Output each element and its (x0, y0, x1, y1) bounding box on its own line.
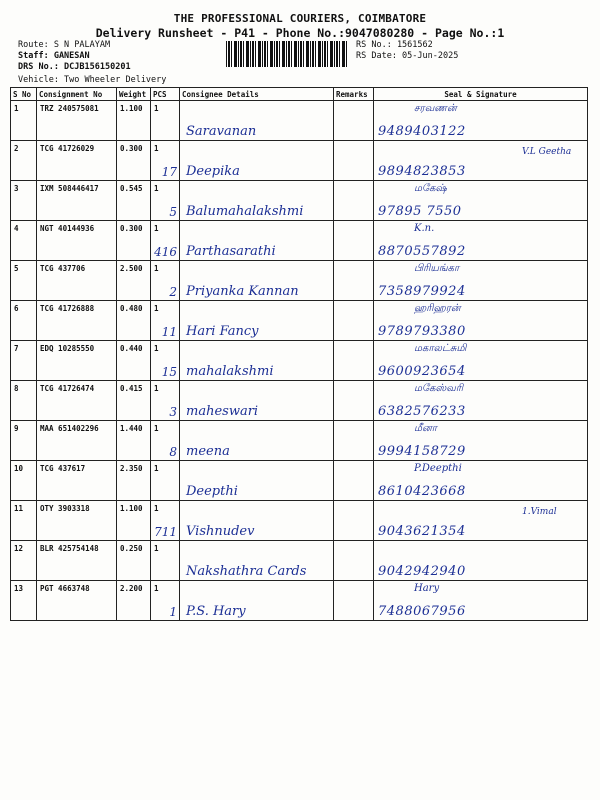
consignment-cell (37, 301, 117, 341)
remarks-cell (334, 381, 374, 421)
col-header-pcs: PCS (151, 88, 180, 101)
pcs-cell (151, 261, 180, 301)
handwritten-consignee-name: Nakshathra Cards (186, 564, 307, 579)
handwritten-phone-number: 9600923654 (378, 364, 466, 379)
remarks-cell (334, 221, 374, 261)
weight-value: 2.500 (120, 264, 143, 273)
weight-value: 2.350 (120, 464, 143, 473)
pcs-value: 1 (154, 464, 159, 473)
route-text: Route: S N PALAYAM (18, 40, 111, 50)
pcs-value: 1 (154, 544, 159, 553)
weight-cell (117, 541, 151, 581)
sno-cell (11, 141, 37, 181)
signature-cell (374, 101, 588, 141)
sno-text: 5 (14, 264, 19, 273)
rs-date: RS Date: 05-Jun-2025 (356, 51, 459, 61)
table-row (11, 581, 588, 621)
sno-text: 13 (14, 584, 24, 593)
signature-cell (374, 461, 588, 501)
handwritten-signature: ஹரிஹரன் (414, 303, 461, 314)
table-row (11, 261, 588, 301)
weight-value: 0.545 (120, 184, 143, 193)
pcs-cell (151, 461, 180, 501)
pcs-cell (151, 501, 180, 541)
consignee-cell (180, 541, 334, 581)
weight-value: 2.200 (120, 584, 143, 593)
col-header-consignment: Consignment No (37, 88, 117, 101)
handwritten-phone-number: 9489403122 (378, 124, 466, 139)
table-row (11, 461, 588, 501)
handwritten-signature: Hary (414, 583, 440, 594)
handwritten-phone-number: 6382576233 (378, 404, 466, 419)
sno-cell (11, 501, 37, 541)
consignee-cell (180, 421, 334, 461)
sno-cell (11, 541, 37, 581)
table-row (11, 541, 588, 581)
sno-text: 7 (14, 344, 19, 353)
handwritten-signature: சரவணன் (414, 103, 457, 114)
signature-cell (374, 221, 588, 261)
sno-text: 2 (14, 144, 19, 153)
pcs-value: 1 (154, 184, 159, 193)
weight-cell (117, 461, 151, 501)
signature-cell (374, 541, 588, 581)
weight-cell (117, 261, 151, 301)
sno-text: 12 (14, 544, 24, 553)
consignment-number: TCG 41726029 (40, 144, 95, 153)
consignment-number: TCG 437617 (40, 464, 86, 473)
weight-value: 1.100 (120, 104, 143, 113)
table-row (11, 381, 588, 421)
consignment-number: TCG 437706 (40, 264, 86, 273)
pcs-cell (151, 421, 180, 461)
consignment-cell (37, 541, 117, 581)
table-row (11, 501, 588, 541)
pcs-cell (151, 581, 180, 621)
pcs-value: 1 (154, 504, 159, 513)
consignment-cell (37, 141, 117, 181)
consignment-cell (37, 581, 117, 621)
handwritten-consignee-name: mahalakshmi (186, 364, 274, 379)
handwritten-phone-number: 7488067956 (378, 604, 466, 619)
handwritten-door-number: 416 (154, 245, 177, 259)
weight-cell (117, 301, 151, 341)
weight-value: 0.250 (120, 544, 143, 553)
handwritten-signature: பிரியங்கா (414, 263, 460, 274)
handwritten-phone-number: 8610423668 (378, 484, 466, 499)
table-row (11, 181, 588, 221)
table-row (11, 141, 588, 181)
signature-cell (374, 261, 588, 301)
pcs-value: 1 (154, 144, 159, 153)
weight-cell (117, 221, 151, 261)
handwritten-signature: K.n. (414, 223, 435, 234)
sno-text: 9 (14, 424, 19, 433)
handwritten-door-number: 8 (169, 445, 177, 459)
sno-cell (11, 301, 37, 341)
runsheet-title: Delivery Runsheet - P41 - Phone No.:9047080280 - Page No.:1 (95, 26, 505, 40)
consignment-cell (37, 341, 117, 381)
consignment-number: TRZ 240575081 (40, 104, 99, 113)
signature-cell (374, 581, 588, 621)
handwritten-signature: மீனா (414, 423, 437, 434)
handwritten-phone-number: 9894823853 (378, 164, 466, 179)
sno-text: 1 (14, 104, 19, 113)
weight-value: 0.300 (120, 224, 143, 233)
signature-cell (374, 181, 588, 221)
handwritten-consignee-name: Hari Fancy (186, 324, 259, 339)
runsheet-meta-left (18, 40, 131, 73)
pcs-cell (151, 141, 180, 181)
runsheet-table (10, 87, 588, 621)
signature-cell (374, 141, 588, 181)
consignment-number: BLR 425754148 (40, 544, 99, 553)
consignment-cell (37, 421, 117, 461)
handwritten-phone-number: 97895 7550 (378, 204, 462, 219)
consignee-cell (180, 101, 334, 141)
remarks-cell (334, 461, 374, 501)
remarks-cell (334, 581, 374, 621)
handwritten-phone-number: 9994158729 (378, 444, 466, 459)
col-header-consignee: Consignee Details (180, 88, 334, 101)
pcs-cell (151, 381, 180, 421)
consignment-cell (37, 501, 117, 541)
col-header-sno: S No (11, 88, 37, 101)
signature-cell (374, 421, 588, 461)
handwritten-door-number: 17 (161, 165, 177, 179)
weight-cell (117, 421, 151, 461)
pcs-value: 1 (154, 104, 159, 113)
handwritten-phone-number: 8870557892 (378, 244, 466, 259)
drs-number: DRS No.: DCJB156150201 (18, 62, 131, 72)
handwritten-consignee-name: Saravanan (186, 124, 257, 139)
sno-cell (11, 181, 37, 221)
handwritten-consignee-name: Vishnudev (186, 524, 255, 539)
handwritten-consignee-name: P.S. Hary (186, 604, 246, 619)
table-row (11, 301, 588, 341)
handwritten-phone-number: 9789793380 (378, 324, 466, 339)
sno-cell (11, 461, 37, 501)
remarks-cell (334, 261, 374, 301)
pcs-value: 1 (154, 224, 159, 233)
consignment-number: TCG 41726888 (40, 304, 95, 313)
consignment-number: EDQ 10285550 (40, 344, 95, 353)
weight-value: 0.415 (120, 384, 143, 393)
sno-cell (11, 581, 37, 621)
remarks-cell (334, 341, 374, 381)
handwritten-extra-note: 1.Vimal (522, 507, 557, 517)
company-name: THE PROFESSIONAL COURIERS, COIMBATORE (173, 12, 427, 25)
barcode (226, 41, 348, 67)
handwritten-consignee-name: Priyanka Kannan (186, 284, 299, 299)
remarks-cell (334, 501, 374, 541)
sno-cell (11, 381, 37, 421)
handwritten-extra-note: V.L Geetha (522, 147, 572, 157)
vehicle-text: Vehicle: Two Wheeler Delivery (18, 75, 167, 85)
handwritten-door-number: 1 (169, 605, 177, 619)
consignment-number: IXM 508446417 (40, 184, 99, 193)
handwritten-door-number: 5 (169, 205, 177, 219)
consignee-cell (180, 261, 334, 301)
remarks-cell (334, 101, 374, 141)
consignment-cell (37, 181, 117, 221)
consignment-number: OTY 3903318 (40, 504, 90, 513)
consignee-cell (180, 581, 334, 621)
pcs-cell (151, 541, 180, 581)
pcs-cell (151, 341, 180, 381)
sno-text: 10 (14, 464, 24, 473)
pcs-cell (151, 101, 180, 141)
handwritten-door-number: 3 (169, 405, 177, 419)
handwritten-phone-number: 7358979924 (378, 284, 466, 299)
weight-cell (117, 101, 151, 141)
pcs-value: 1 (154, 344, 159, 353)
weight-cell (117, 341, 151, 381)
col-header-weight: Weight (117, 88, 151, 101)
remarks-cell (334, 541, 374, 581)
handwritten-signature: மகேஷ் (414, 183, 447, 194)
col-header-remarks: Remarks (334, 88, 374, 101)
sno-cell (11, 101, 37, 141)
consignment-cell (37, 261, 117, 301)
sno-text: 3 (14, 184, 19, 193)
weight-value: 0.480 (120, 304, 143, 313)
handwritten-door-number: 11 (161, 325, 177, 339)
pcs-value: 1 (154, 264, 159, 273)
col-header-seal: Seal & Signature (374, 88, 588, 101)
consignee-cell (180, 501, 334, 541)
handwritten-consignee-name: Deepika (186, 164, 240, 179)
remarks-cell (334, 421, 374, 461)
weight-cell (117, 181, 151, 221)
handwritten-signature: மகாலட்சுமி (414, 343, 467, 354)
remarks-cell (334, 181, 374, 221)
consignment-cell (37, 381, 117, 421)
pcs-value: 1 (154, 424, 159, 433)
consignee-cell (180, 381, 334, 421)
remarks-cell (334, 301, 374, 341)
pcs-value: 1 (154, 304, 159, 313)
handwritten-consignee-name: Balumahalakshmi (186, 204, 304, 219)
handwritten-door-number: 711 (154, 525, 177, 539)
handwritten-consignee-name: meena (186, 444, 230, 459)
table-row (11, 341, 588, 381)
runsheet-meta-right (356, 40, 458, 62)
weight-cell (117, 381, 151, 421)
weight-value: 0.440 (120, 344, 143, 353)
consignment-cell (37, 221, 117, 261)
signature-cell (374, 301, 588, 341)
table-row (11, 421, 588, 461)
handwritten-phone-number: 9043621354 (378, 524, 466, 539)
pcs-cell (151, 301, 180, 341)
sno-text: 8 (14, 384, 19, 393)
consignment-number: PGT 4663748 (40, 584, 90, 593)
remarks-cell (334, 141, 374, 181)
consignment-cell (37, 461, 117, 501)
sno-text: 6 (14, 304, 19, 313)
pcs-value: 1 (154, 584, 159, 593)
consignee-cell (180, 221, 334, 261)
signature-cell (374, 381, 588, 421)
weight-value: 1.100 (120, 504, 143, 513)
consignment-number: NGT 40144936 (40, 224, 95, 233)
handwritten-door-number: 2 (169, 285, 177, 299)
table-header-row (11, 88, 588, 101)
handwritten-phone-number: 9042942940 (378, 564, 466, 579)
handwritten-consignee-name: Deepthi (186, 484, 238, 499)
handwritten-consignee-name: maheswari (186, 404, 259, 419)
pcs-cell (151, 221, 180, 261)
handwritten-door-number: 15 (161, 365, 177, 379)
handwritten-consignee-name: Parthasarathi (186, 244, 276, 259)
handwritten-signature: மகேஸ்வரி (414, 383, 464, 394)
consignee-cell (180, 461, 334, 501)
weight-cell (117, 581, 151, 621)
consignment-cell (37, 101, 117, 141)
rs-number: RS No.: 1561562 (356, 40, 433, 50)
signature-cell (374, 501, 588, 541)
consignee-cell (180, 141, 334, 181)
sno-cell (11, 421, 37, 461)
consignment-number: TCG 41726474 (40, 384, 95, 393)
pcs-cell (151, 181, 180, 221)
weight-value: 0.300 (120, 144, 143, 153)
weight-value: 1.440 (120, 424, 143, 433)
sno-text: 11 (14, 504, 24, 513)
consignment-number: MAA 651402296 (40, 424, 99, 433)
staff-text: Staff: GANESAN (18, 51, 90, 61)
weight-cell (117, 501, 151, 541)
pcs-value: 1 (154, 384, 159, 393)
sno-cell (11, 341, 37, 381)
handwritten-signature: P.Deepthi (414, 463, 462, 474)
weight-cell (117, 141, 151, 181)
consignee-cell (180, 341, 334, 381)
sno-cell (11, 261, 37, 301)
signature-cell (374, 341, 588, 381)
consignee-cell (180, 301, 334, 341)
consignee-cell (180, 181, 334, 221)
table-row (11, 221, 588, 261)
table-row (11, 101, 588, 141)
sno-text: 4 (14, 224, 19, 233)
sno-cell (11, 221, 37, 261)
